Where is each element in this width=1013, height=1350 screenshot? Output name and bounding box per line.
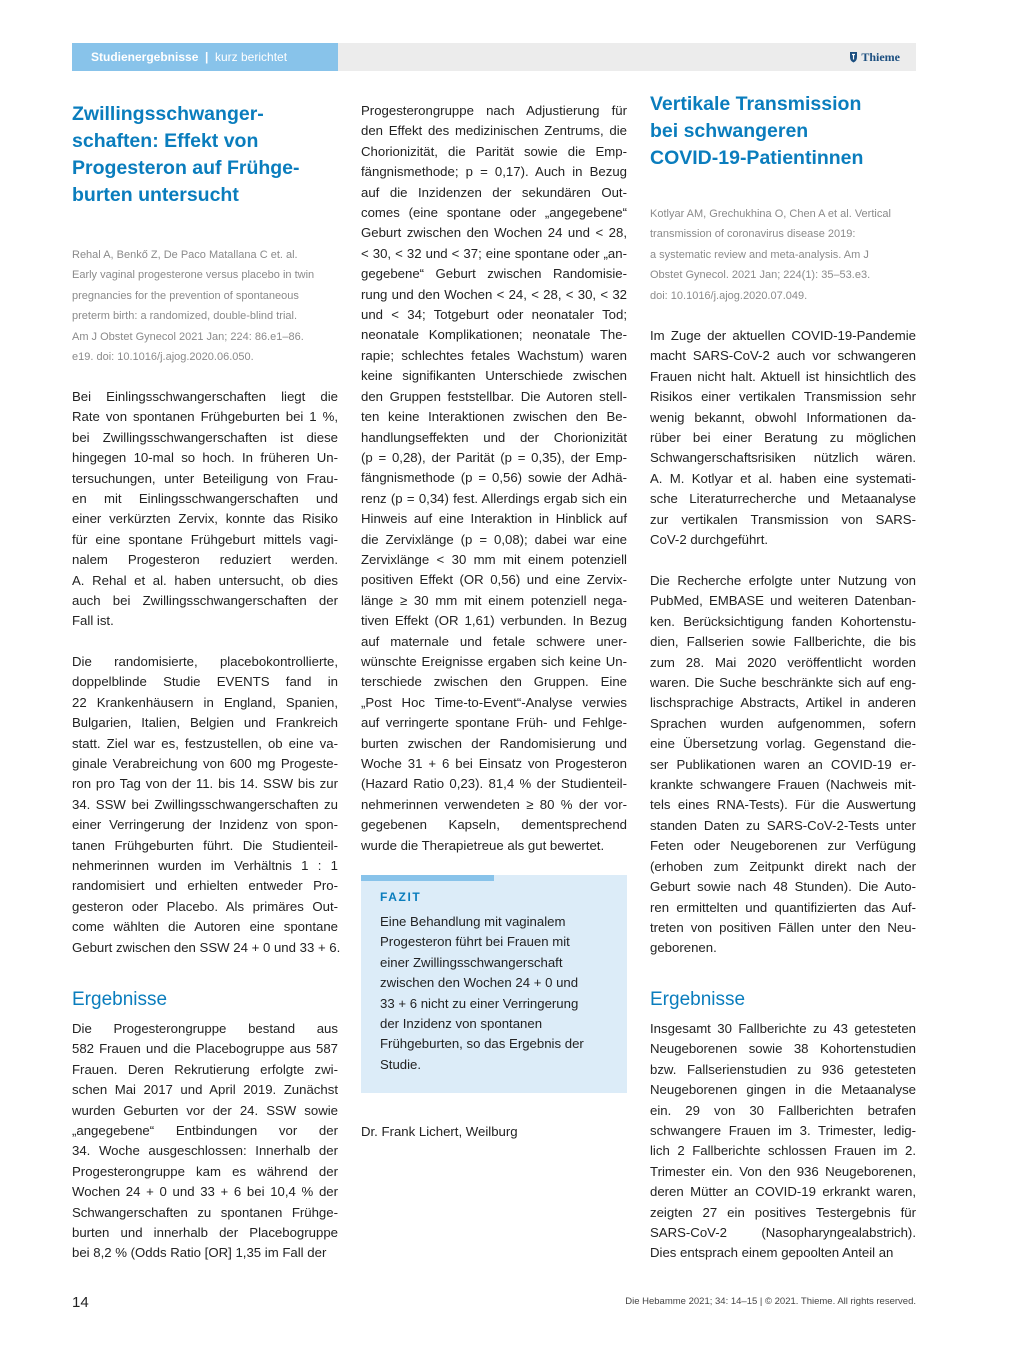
text-line: dien, Fallserien sowie Fallberichte, die bis	[650, 634, 916, 650]
text-line: preterm birth: a randomized, double-blind trial.	[72, 310, 298, 323]
text-line: auch bei Zwillingsschwangerschaften der	[72, 593, 338, 609]
text-line: 33 + 6 nicht zu einer Verringerung	[380, 995, 579, 1011]
text-line: Dies entsprach einem gepoolten Anteil an	[650, 1245, 894, 1261]
text-line: tiven Effekt (OR 1,61) verbunden. In Bezug	[361, 613, 627, 629]
text-line: Progesteron auf Frühge-	[72, 157, 300, 179]
text-line: rapie; schlechtes fetales Wachstum) waren	[361, 347, 627, 363]
text-line: nalem Progesteron reduziert werden.	[72, 552, 338, 568]
text-line: länge ≥ 30 mm mit einem potenziell nega-	[361, 592, 627, 608]
text-line: auf verringerte spontane Früh- und Fehlge-	[361, 715, 627, 731]
article1-title	[72, 101, 338, 209]
text-line: Zervixlänge < 30 mm mit einem potenziell	[361, 551, 627, 567]
text-line: Geburt zwischen den SSW 24 + 0 und 33 + 6.	[72, 939, 341, 955]
text-line: Schwangerschaften zu spontanen Frühge-	[72, 1204, 338, 1220]
article1-intro-paragraph	[72, 387, 338, 632]
article2-results-heading: Ergebnisse	[650, 989, 746, 1010]
text-line: auf maternale und fetale schwere uner-	[361, 633, 627, 649]
text-line: deren Mütter an COVID-19 erkrankt waren,	[650, 1184, 916, 1200]
text-line: renz (p = 0,34) fest. Allerdings ergab sich ein	[361, 490, 627, 506]
brand-name: Thieme	[861, 49, 900, 64]
text-line: Hinweis auf eine Interaktion in Hinblick auf	[361, 511, 627, 527]
article2-title	[650, 91, 916, 172]
publisher-brand	[849, 43, 900, 71]
text-line: ein. 29 von 30 Fallberichten betrafen	[650, 1102, 916, 1118]
text-line: wünschte Ereignisse ergaben sich keine Un-	[361, 653, 627, 669]
article2-method-paragraph	[650, 571, 916, 959]
text-line: Progesterongruppe kam es während der	[72, 1163, 338, 1179]
text-line: positiven Effekt (OR 0,56) und eine Zervix-	[361, 572, 627, 588]
text-line: A. Rehal et al. haben untersucht, ob dies	[72, 572, 338, 588]
text-line: gesteron oder Placebo. Als primäres Out-	[72, 898, 338, 914]
text-line: SARS-CoV-2 (Nasopharyngealabstrich).	[650, 1225, 916, 1241]
text-line: bzw. Fallserienstudien zu 936 getesteten	[650, 1061, 916, 1077]
text-line: macht SARS-CoV-2 auch vor schwangeren	[650, 348, 916, 364]
text-line: ginale Verabreichung von 600 mg Progeste-	[72, 756, 338, 772]
text-line: für eine spontane Frühgeburt mittels vagi-	[72, 531, 338, 547]
text-line: hingegen 10-mal so hoch. In früheren Un-	[72, 450, 338, 466]
text-line: Geburt zwischen den Wochen 24 und < 28,	[361, 225, 627, 241]
fazit-label: FAZIT	[380, 890, 422, 904]
text-line: comes (eine spontane oder „angegebene“	[361, 205, 627, 221]
text-line: fängnismethode; p = 0,17). Auch in Bezug	[361, 164, 627, 180]
text-line: schen Mai 2017 und April 2019. Zunächst	[72, 1082, 338, 1098]
text-line: auf die Inzidenzen der sekundären Out-	[361, 184, 627, 200]
header-subsection-label: kurz berichtet	[215, 50, 288, 64]
text-line: schwangere Frauen im 3. Trimester, ledig-	[650, 1123, 916, 1139]
text-line: zeigten 27 ein positives Testergebnis für	[650, 1204, 916, 1220]
article1-author: Dr. Frank Lichert, Weilburg	[361, 1124, 518, 1139]
text-line: lich 2 Fallberichte schlossen Frauen im 2.	[650, 1143, 916, 1159]
text-line: wurde die Therapietreue als gut bewertet.	[361, 837, 605, 853]
text-line: ken. Berücksichtigung fanden Kohortenstu-	[650, 613, 916, 629]
text-line: Die randomisierte, placebokontrollierte,	[72, 654, 338, 669]
page-number: 14	[72, 1294, 89, 1311]
text-line: standen Daten zu SARS-CoV-2-Tests unter	[650, 817, 916, 833]
text-line: burten untersucht	[72, 184, 239, 206]
text-line: Neugeborenen sowie 38 Kohortenstudien	[650, 1041, 916, 1057]
text-line: transmission of coronavirus disease 2019:	[650, 228, 856, 241]
text-line: (p = 0,28), der Parität (p = 0,35), der Emp-	[361, 449, 627, 465]
text-line: CoV-2 durchgeführt.	[650, 532, 769, 548]
text-line: fängnismethode (p = 0,56) sowie der Adhä-	[361, 470, 627, 486]
text-line: Chorionizität, die Parität sowie die Emp-	[361, 143, 627, 159]
text-line: Die Recherche erfolgte unter Nutzung von	[650, 573, 916, 588]
text-line: geborenen.	[650, 940, 717, 956]
text-line: come wählten die Autoren eine spontane	[72, 919, 338, 935]
text-line: Geburt sowie nach 48 Stunden). Die Auto-	[650, 879, 916, 895]
text-line: nehmerinnen wurden im Verhältnis 1 : 1	[72, 858, 338, 874]
text-line: nehmerinnen verwendeten ≥ 80 % der vor-	[361, 796, 627, 812]
text-line: Kotlyar AM, Grechukhina O, Chen A et al. Vertical	[650, 208, 891, 220]
text-line: Rate von spontanen Frühgeburten bei 1 %,	[72, 409, 338, 425]
text-line: ren ermittelten und quantifizierten das Auf-	[650, 899, 916, 915]
text-line: Woche 31 + 6 bei Einsatz von Progesteron	[361, 756, 627, 771]
text-line: neonatale Komplikationen; neonatale The-	[361, 327, 627, 343]
text-line: Risikos einer vertikalen Transmission sehr	[650, 389, 916, 405]
text-line: bei schwangeren	[650, 120, 809, 142]
text-line: PubMed, EMBASE und weiteren Datenban-	[650, 593, 916, 609]
article1-study-paragraph	[72, 652, 341, 958]
text-line: doppelblinde Studie EVENTS fand in	[72, 674, 338, 690]
text-line: 34. Woche ausgeschlossen: Innerhalb der	[72, 1143, 338, 1159]
text-line: bei Zwillingsschwangerschaften ist diese	[72, 429, 338, 445]
text-line: rüber bei einer Beratung zu möglichen	[650, 430, 916, 446]
text-line: e19. doi: 10.1016/j.ajog.2020.06.050.	[72, 351, 254, 364]
text-line: krankte schwangere Frauen (Nachweis mit-	[650, 777, 916, 793]
fazit-accent-bar	[361, 875, 494, 881]
text-line: Obstet Gynecol. 2021 Jan; 224(1): 35–53.e3.	[650, 269, 871, 282]
text-line: lischsprachige Abstracts, Artikel in anderen	[650, 695, 916, 711]
article1-results-paragraph	[72, 1019, 338, 1264]
text-line: a systematic review and meta-analysis. Am J	[650, 248, 869, 261]
article1-results-heading: Ergebnisse	[72, 989, 168, 1010]
article2-reference	[650, 204, 916, 306]
text-line: schaften: Effekt von	[72, 130, 259, 152]
text-line: „angegebene“ Entbindungen vor der	[72, 1123, 338, 1139]
text-line: Bei Einlingsschwangerschaften liegt die	[72, 389, 338, 404]
text-line: statt. Ziel war es, festzustellen, ob eine va-	[72, 735, 338, 751]
text-line: Early vaginal progesterone versus placebo in twin	[72, 269, 315, 282]
text-line: (erhoben zum Zeitpunkt direkt nach der	[650, 858, 916, 874]
text-line: Progesteron führt bei Frauen mit	[380, 934, 570, 950]
text-line: tels eines RNA-Tests). Für die Auswertung	[650, 797, 916, 813]
text-line: wurden Geburten vor der 24. SSW sowie	[72, 1102, 338, 1118]
text-line: einer Zwillingsschwangerschaft	[380, 954, 563, 970]
text-line: handlungseffekten und der Chorionizität	[361, 429, 627, 445]
header-section-label: Studienergebnisse	[91, 50, 199, 64]
text-line: 22 Krankenhäusern in England, Spanien,	[72, 694, 338, 710]
text-line: Frühgeburten, so das Ergebnis der	[380, 1036, 584, 1052]
text-line: einer verkürzten Zervix, konnte das Risiko	[72, 511, 338, 527]
text-line: Bulgarien, Italien, Belgien und Frankreich	[72, 715, 338, 731]
text-line: rung und den Wochen < 24, < 28, < 30, < 32	[361, 286, 627, 302]
text-line: burten und innerhalb der Placebogruppe	[72, 1225, 338, 1241]
text-line: den Effekt des medizinischen Zentrums, die	[361, 123, 627, 139]
text-line: Trimester ein. Von den 936 Neugeborenen,	[650, 1163, 916, 1179]
text-line: Wochen 24 + 0 und 33 + 6 bei 10,4 % der	[72, 1184, 338, 1200]
article1-results-continued	[361, 101, 627, 856]
footer-citation: Die Hebamme 2021; 34: 14–15 | © 2021. Thieme. All rights reserved.	[625, 1296, 916, 1307]
text-line: ser Publikationen waren an COVID-19 er-	[650, 756, 916, 772]
text-line: „Post Hoc Time-to-Event“-Analyse verwies	[361, 694, 627, 710]
header-section-bar	[72, 43, 338, 71]
text-line: Vertikale Transmission	[650, 93, 862, 115]
text-line: Zwillingsschwanger-	[72, 103, 264, 125]
text-line: 34. SSW bei Zwillingsschwangerschaften zu	[72, 796, 338, 812]
text-line: tersuchungen, unter Beteiligung von Frau-	[72, 470, 338, 486]
text-line: en mit Einlingsschwangerschaften und	[72, 491, 338, 507]
text-line: < 30, < 32 und < 37; eine spontane oder „an-	[361, 245, 627, 261]
text-line: randomisiert und erhielten entweder Pro-	[72, 878, 338, 894]
text-line: Frauen nicht halt. Aktuell ist hinsichtlich des	[650, 368, 916, 384]
text-line: den Gruppen feststellbar. Die Autoren stell-	[361, 388, 627, 404]
text-line: Rehal A, Benkő Z, De Paco Matallana C et. al.	[72, 249, 298, 261]
header-separator: |	[205, 50, 209, 64]
text-line: wenig bekannt, obwohl Informationen da-	[650, 409, 916, 425]
text-line: einer Verringerung der Inzidenz von spon-	[72, 817, 338, 833]
text-line: gegebene“ Geburt zwischen Randomisie-	[361, 266, 627, 282]
text-line: A. M. Kotlyar et al. haben eine systemati-	[650, 470, 916, 486]
text-line: doi: 10.1016/j.ajog.2020.07.049.	[650, 289, 808, 302]
text-line: Im Zuge der aktuellen COVID-19-Pandemie	[650, 328, 916, 343]
text-line: COVID-19-Patientinnen	[650, 147, 864, 169]
text-line: Feten oder Neugeborenen zur Verfügung	[650, 838, 916, 854]
text-line: Insgesamt 30 Fallberichte zu 43 getesteten	[650, 1021, 916, 1036]
text-line: Fall ist.	[72, 613, 114, 629]
text-line: waren. Die Suche beschränkte sich auf eng-	[650, 675, 916, 691]
text-line: burten zwischen der Randomisierung und	[361, 735, 627, 751]
text-line: (Hazard Ratio 0,23). 81,4 % der Studienteil-	[361, 776, 627, 792]
thieme-logo-icon	[849, 51, 858, 63]
text-line: tanen Frühgeburten führt. Die Studienteil-	[72, 837, 338, 853]
text-line: zwischen den Wochen 24 + 0 und	[380, 975, 579, 991]
text-line: Progesterongruppe nach Adjustierung für	[361, 103, 627, 118]
text-line: sche Literaturrecherche und Metaanalyse	[650, 491, 916, 507]
text-line: ron pro Tag von der 11. bis 14. SSW bis zur	[72, 776, 338, 792]
text-line: 582 Frauen und die Placebogruppe aus 587	[72, 1041, 338, 1057]
text-line: der Inzidenz von spontanen	[380, 1016, 543, 1032]
text-line: eine Übersetzung vorlag. Gegenstand die-	[650, 736, 916, 752]
text-line: Eine Behandlung mit vaginalem	[380, 914, 566, 929]
text-line: zum 28. Mai 2020 veröffentlicht worden	[650, 654, 916, 670]
text-line: die Zervixlänge (p = 0,08); dabei war eine	[361, 531, 627, 547]
text-line: zur vertikalen Transmission von SARS-	[650, 511, 916, 527]
text-line: treten von positiven Fällen unter den Neu-	[650, 919, 916, 935]
text-line: gegebenen Kapseln, dementsprechend	[361, 817, 627, 833]
text-line: ten keine Interaktionen zwischen den Be-	[361, 409, 627, 425]
text-line: Die Progesterongruppe bestand aus	[72, 1021, 338, 1036]
text-line: keine signifikanten Unterschiede zwischen	[361, 368, 627, 384]
text-line: Schwangerschaftsrisiken nützlich wären.	[650, 450, 916, 466]
header-brand-bar	[338, 43, 916, 71]
article2-results-paragraph	[650, 1019, 916, 1264]
fazit-text	[380, 912, 612, 1075]
text-line: und < 34; Totgeburt oder neonataler Tod;	[361, 307, 627, 323]
text-line: Frauen. Deren Rekrutierung erfolgte zwi-	[72, 1061, 338, 1077]
text-line: pregnancies for the prevention of spontaneous	[72, 289, 299, 302]
text-line: Am J Obstet Gynecol 2021 Jan; 224: 86.e1–86.	[72, 330, 304, 343]
text-line: Neugeborenen gingen in die Metaanalyse	[650, 1082, 916, 1098]
text-line: Sprachen wurden aufgenommen, sofern	[650, 715, 916, 731]
text-line: Studie.	[380, 1056, 422, 1072]
text-line: terschiede zwischen den Gruppen. Eine	[361, 674, 627, 690]
article2-intro-paragraph	[650, 326, 916, 550]
text-line: bei 8,2 % (Odds Ratio [OR] 1,35 im Fall der	[72, 1245, 327, 1261]
article1-reference	[72, 245, 338, 367]
